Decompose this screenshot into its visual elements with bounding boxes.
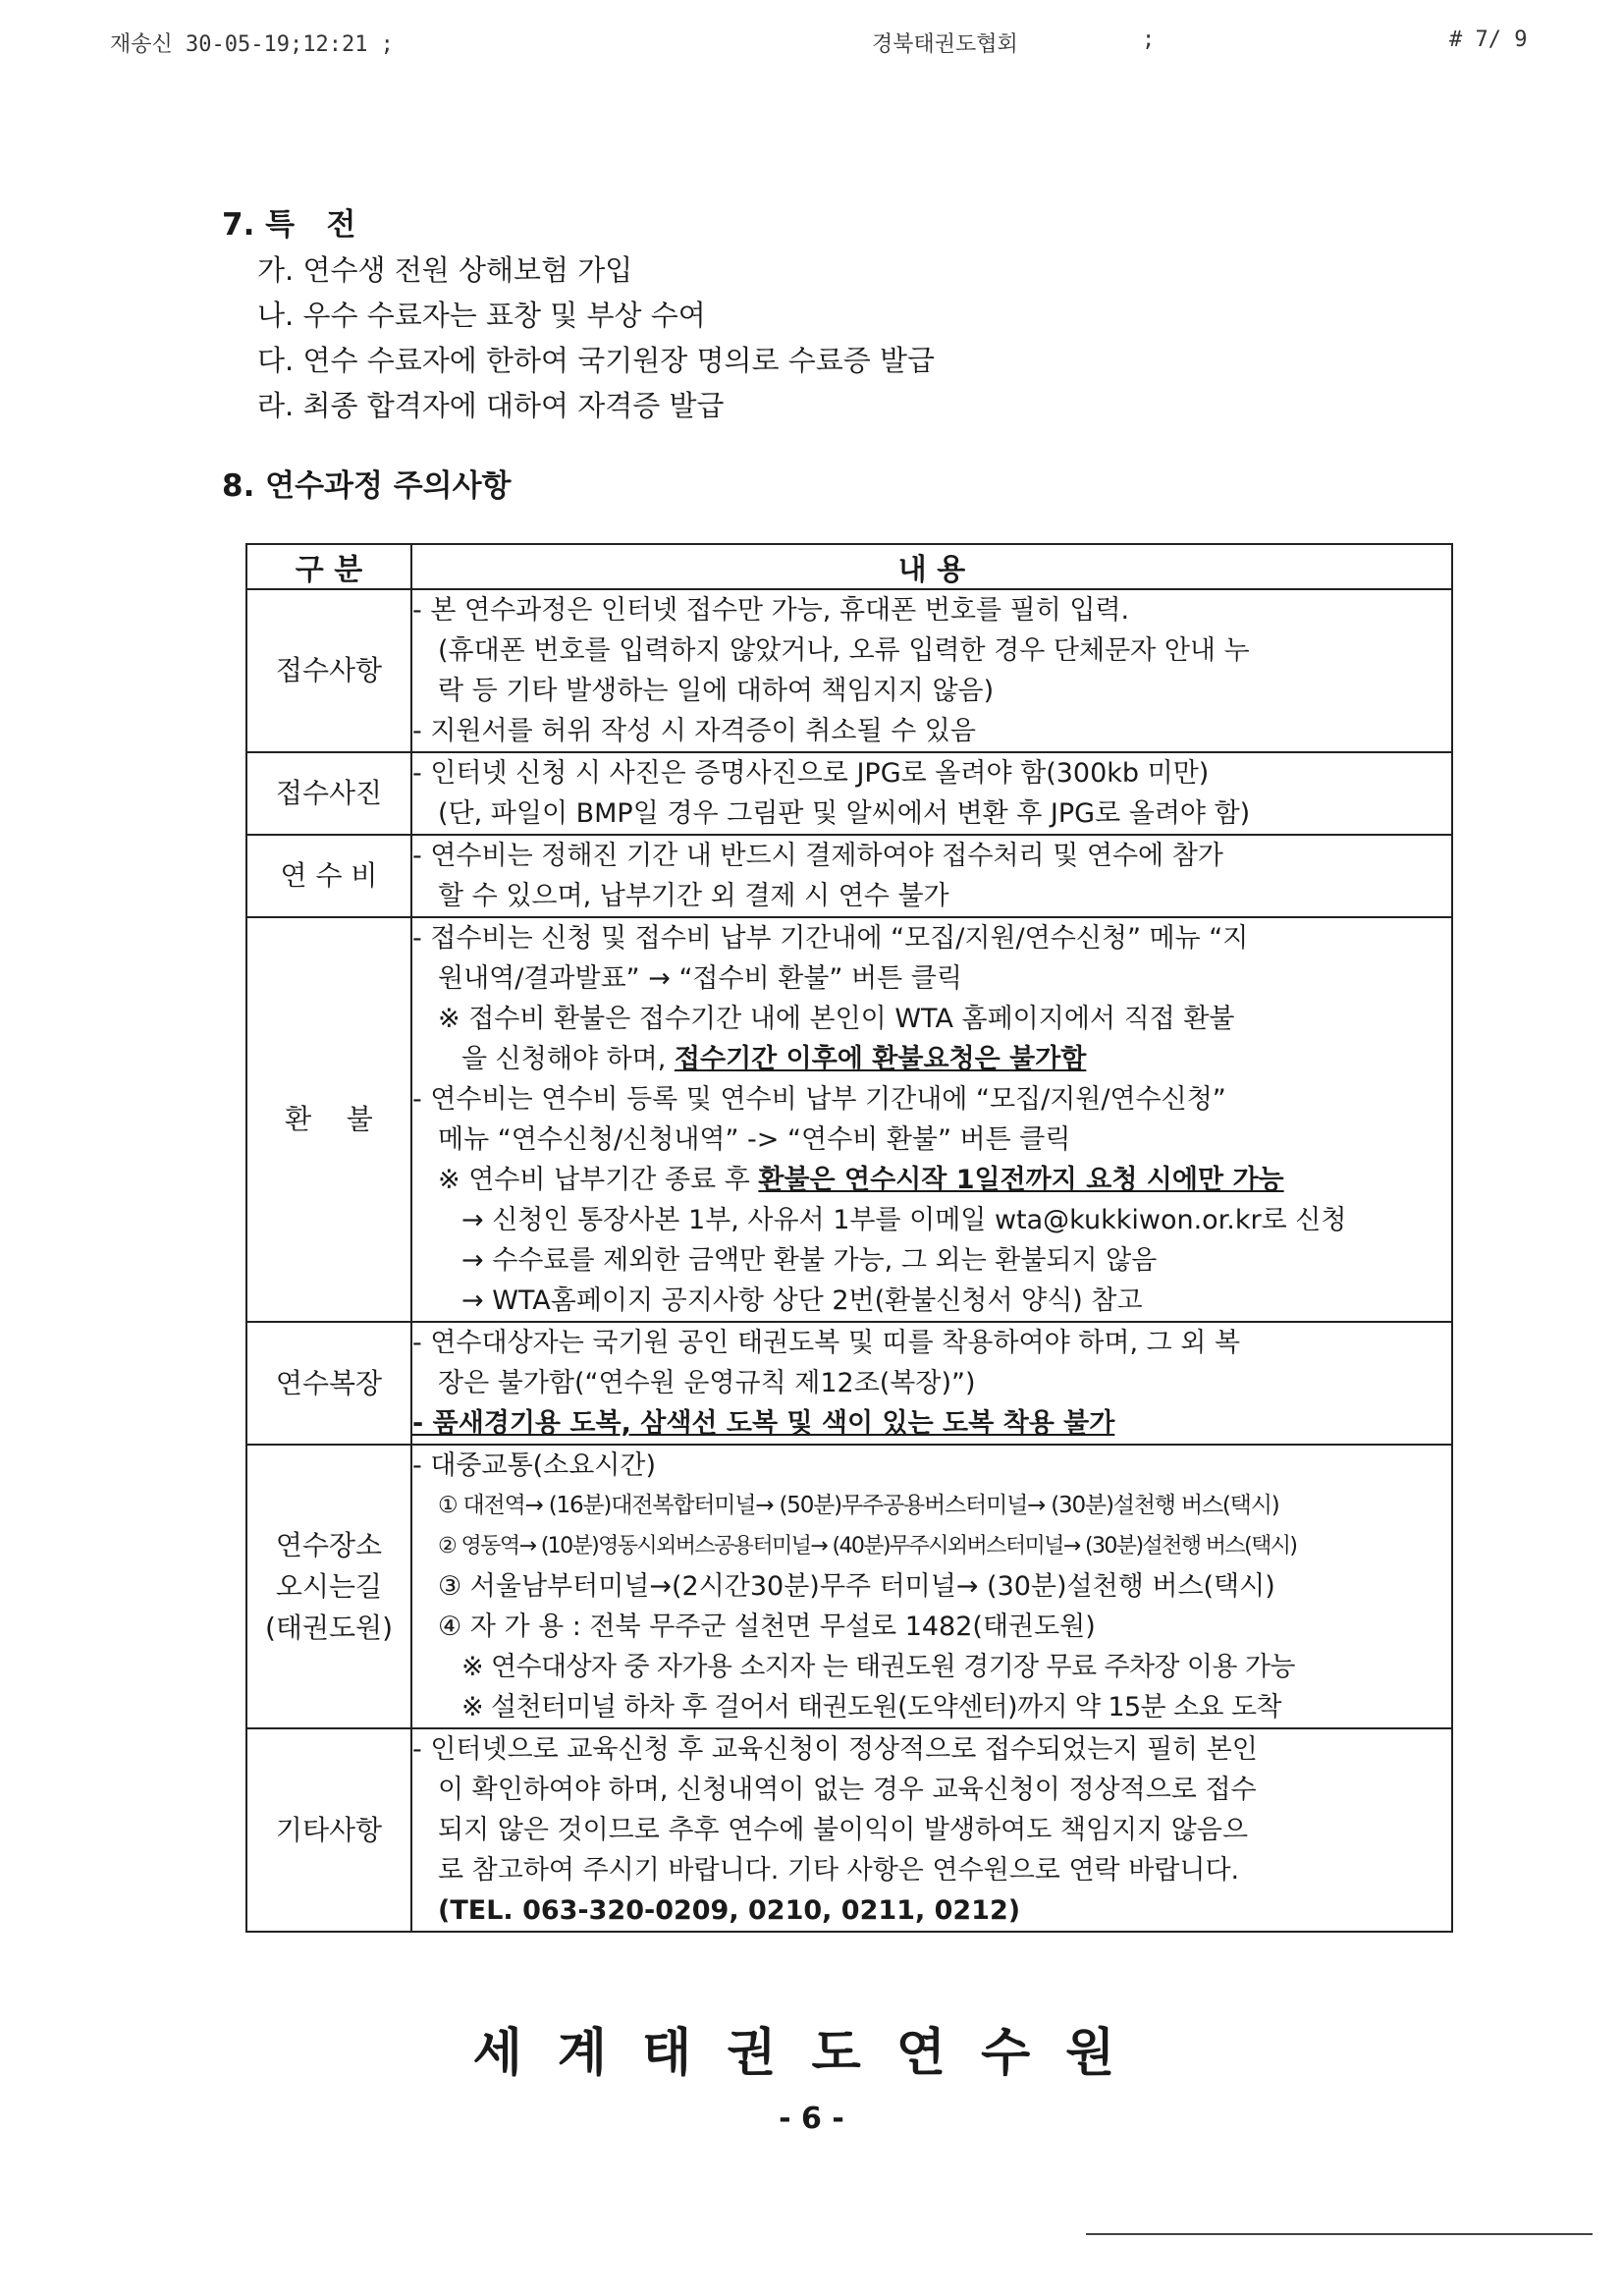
footer-rule bbox=[1086, 2233, 1593, 2235]
row-content bbox=[411, 589, 1452, 752]
content-line: - 연수비는 연수비 등록 및 연수비 납부 기간내에 “모집/지원/연수신청” bbox=[412, 1084, 1226, 1115]
row-content bbox=[411, 752, 1452, 835]
row-content bbox=[411, 835, 1452, 917]
table-row bbox=[246, 1322, 1452, 1445]
content-line: - 연수비는 정해진 기간 내 반드시 결제하여야 접수처리 및 연수에 참가 bbox=[412, 841, 1223, 871]
content-text: 을 신청해야 하며, bbox=[461, 1044, 675, 1074]
category-line: 오시는길 bbox=[275, 1569, 383, 1603]
section-notes bbox=[222, 464, 512, 509]
header-content: 내 용 bbox=[411, 544, 1452, 589]
content-text: ※ 연수비 납부기간 종료 후 bbox=[438, 1165, 759, 1195]
row-category bbox=[246, 1445, 411, 1728]
content-line: 메뉴 “연수신청/신청내역” -> “연수비 환불” 버튼 클릭 bbox=[438, 1124, 1071, 1155]
row-content bbox=[411, 1728, 1452, 1932]
row-category: 연 수 비 bbox=[246, 835, 411, 917]
section-title: 7. 특 전 bbox=[222, 207, 356, 243]
fax-separator: ; bbox=[1142, 27, 1156, 52]
content-line: → 신청인 통장사본 1부, 사유서 1부를 이메일 wta@kukkiwon.or.kr로 신청 bbox=[461, 1205, 1347, 1235]
content-line: - 연수대상자는 국기원 공인 태권도복 및 띠를 착용하여야 하며, 그 외 복 bbox=[412, 1328, 1241, 1358]
content-line: 할 수 있으며, 납부기간 외 결제 시 연수 불가 bbox=[438, 881, 949, 911]
table-row bbox=[246, 1445, 1452, 1728]
content-line: ③ 서울남부터미널→(2시간30분)무주 터미널→ (30분)설천행 버스(택시) bbox=[438, 1571, 1275, 1602]
category-line: 연수장소 bbox=[275, 1528, 383, 1561]
list-item: 라. 최종 합격자에 대하여 자격증 발급 bbox=[257, 389, 725, 422]
content-line: - 인터넷 신청 시 사진은 증명사진으로 JPG로 올려야 함(300kb 미만) bbox=[412, 758, 1210, 789]
page-number: - 6 - bbox=[779, 2102, 844, 2136]
content-line: - 대중교통(소요시간) bbox=[412, 1450, 657, 1481]
table-header-row bbox=[246, 544, 1452, 589]
list-item: 나. 우수 수료자는 표창 및 부상 수여 bbox=[257, 299, 706, 332]
row-category: 환 불 bbox=[246, 917, 411, 1322]
content-line: 되지 않은 것이므로 추후 연수에 불이익이 발생하여도 책임지지 않음으 bbox=[438, 1815, 1249, 1845]
content-line: → WTA홈페이지 공지사항 상단 2번(환불신청서 양식) 참고 bbox=[461, 1285, 1143, 1316]
content-line: - 접수비는 신청 및 접수비 납부 기간내에 “모집/지원/연수신청” 메뉴 “지 bbox=[412, 923, 1249, 954]
contact-phone: (TEL. 063-320-0209, 0210, 0211, 0212) bbox=[438, 1895, 1021, 1926]
content-line: 원내역/결과발표” → “접수비 환불” 버튼 클릭 bbox=[438, 963, 962, 994]
content-line: ※ 접수비 환불은 접수기간 내에 본인이 WTA 홈페이지에서 직접 환불 bbox=[438, 1004, 1235, 1034]
row-category: 기타사항 bbox=[246, 1728, 411, 1932]
row-category: 접수사항 bbox=[246, 589, 411, 752]
content-line: ② 영동역→ (10분)영동시외버스공용터미널→ (40분)무주시외버스터미널→ (30분)설천행 버스(택시) bbox=[438, 1534, 1297, 1558]
table-row bbox=[246, 1728, 1452, 1932]
row-content bbox=[411, 917, 1452, 1322]
emphasis-text: 접수기간 이후에 환불요청은 불가함 bbox=[674, 1044, 1087, 1074]
category-line: (태권도원) bbox=[264, 1611, 394, 1644]
row-content bbox=[411, 1322, 1452, 1445]
content-line: 로 참고하여 주시기 바랍니다. 기타 사항은 연수원으로 연락 바랍니다. bbox=[438, 1855, 1240, 1886]
content-line: → 수수료를 제외한 금액만 환불 가능, 그 외는 환불되지 않음 bbox=[461, 1245, 1158, 1276]
content-line: ④ 자 가 용 : 전북 무주군 설천면 무설로 1482(태권도원) bbox=[438, 1612, 1096, 1642]
row-content bbox=[411, 1445, 1452, 1728]
emphasis-text: 환불은 연수시작 1일전까지 요청 시에만 가능 bbox=[758, 1165, 1284, 1195]
content-line: - 본 연수과정은 인터넷 접수만 가능, 휴대폰 번호를 필히 입력. bbox=[412, 595, 1130, 626]
row-category: 연수복장 bbox=[246, 1322, 411, 1445]
content-line: - 품새경기용 도복, 삼색선 도복 및 색이 있는 도복 착용 불가 bbox=[412, 1408, 1115, 1439]
content-line: (단, 파일이 BMP일 경우 그림판 및 알씨에서 변환 후 JPG로 올려야 함) bbox=[438, 798, 1251, 829]
table-row bbox=[246, 917, 1452, 1322]
content-line: ① 대전역→ (16분)대전복합터미널→ (50분)무주공용버스터미널→ (30분)설천행 버스(택시) bbox=[438, 1493, 1279, 1518]
list-item: 다. 연수 수료자에 한하여 국기원장 명의로 수료증 발급 bbox=[257, 344, 936, 377]
section-benefits bbox=[222, 202, 935, 428]
fax-transmission-info: 재송신 30-05-19;12:21 ; bbox=[110, 32, 394, 57]
content-line bbox=[412, 1160, 1451, 1200]
header-category: 구 분 bbox=[246, 544, 411, 589]
row-category: 접수사진 bbox=[246, 752, 411, 835]
content-line bbox=[412, 1039, 1451, 1079]
section-title: 8. 연수과정 주의사항 bbox=[222, 468, 512, 504]
content-line: - 인터넷으로 교육신청 후 교육신청이 정상적으로 접수되었는지 필히 본인 bbox=[412, 1734, 1258, 1765]
content-line: - 지원서를 허위 작성 시 자격증이 취소될 수 있음 bbox=[412, 716, 976, 746]
content-line: (휴대폰 번호를 입력하지 않았거나, 오류 입력한 경우 단체문자 안내 누 bbox=[438, 635, 1250, 666]
table-row bbox=[246, 752, 1452, 835]
content-line: 이 확인하여야 하며, 신청내역이 없는 경우 교육신청이 정상적으로 접수 bbox=[438, 1775, 1257, 1805]
content-line: 락 등 기타 발생하는 일에 대하여 책임지지 않음) bbox=[438, 676, 995, 706]
fax-header bbox=[0, 27, 1623, 67]
organization-name: 세계태권도연수원 bbox=[472, 2023, 1151, 2083]
fax-sender-name: 경북태권도협회 bbox=[872, 32, 1018, 57]
table-row bbox=[246, 835, 1452, 917]
fax-page-counter: # 7/ 9 bbox=[1449, 27, 1528, 52]
content-line: ※ 설천터미널 하차 후 걸어서 태권도원(도약센터)까지 약 15분 소요 도착 bbox=[461, 1692, 1281, 1722]
content-line: ※ 연수대상자 중 자가용 소지자 는 태권도원 경기장 무료 주차장 이용 가능 bbox=[461, 1652, 1295, 1682]
list-item: 가. 연수생 전원 상해보험 가입 bbox=[257, 253, 633, 287]
content-line: 장은 불가함(“연수원 운영규칙 제12조(복장)”) bbox=[438, 1368, 976, 1398]
table-row bbox=[246, 589, 1452, 752]
notes-table bbox=[245, 543, 1453, 1933]
